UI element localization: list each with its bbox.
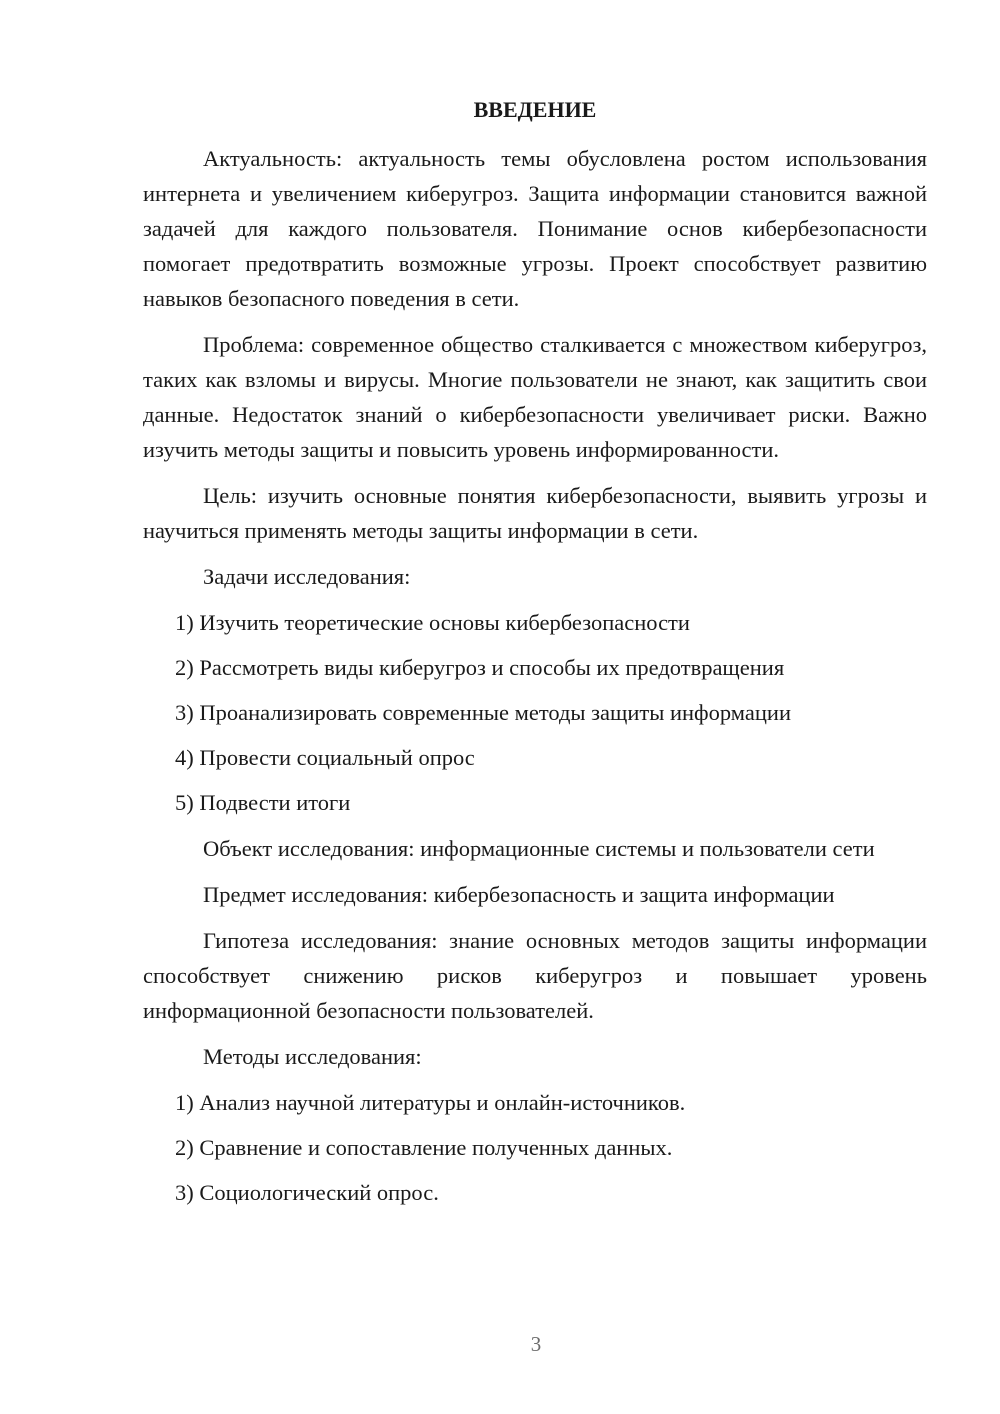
paragraph-subject: Предмет исследования: кибербезопасность и защита информации (203, 882, 835, 907)
list-item: 1) Анализ научной литературы и онлайн-источников. (175, 1090, 686, 1115)
list-item: 2) Сравнение и сопоставление полученных данных. (175, 1135, 673, 1160)
list-item: 5) Подвести итоги (175, 790, 351, 815)
page-title: ВВЕДЕНИЕ (473, 97, 597, 122)
list-item: 4) Провести социальный опрос (175, 745, 475, 770)
list-item: 1) Изучить теоретические основы кибербезопасности (175, 610, 690, 635)
page-number: 3 (530, 1332, 542, 1356)
list-item: 3) Социологический опрос. (175, 1180, 439, 1205)
paragraph-relevance: Актуальность: актуальность темы обусловлена ростом использования интернета и увеличением киберугроз. Защита информации становится важной задачей для каждого пользователя. Понимание основ кибербезопасности помогает предотвратить возможные угрозы. Проект способствует развитию навыков безопасного поведения в сети. (143, 146, 927, 311)
list-item: 3) Проанализировать современные методы защиты информации (175, 700, 791, 725)
methods-list (143, 1085, 927, 1210)
methods-heading: Методы исследования: (203, 1044, 422, 1069)
paragraph-object: Объект исследования: информационные системы и пользователи сети (203, 836, 875, 861)
tasks-heading: Задачи исследования: (203, 564, 411, 589)
paragraph-goal: Цель: изучить основные понятия кибербезопасности, выявить угрозы и научиться применять методы защиты информации в сети. (143, 483, 927, 543)
paragraph-hypothesis: Гипотеза исследования: знание основных методов защиты информации способствует снижению рисков киберугроз и повышает уровень информационной безопасности пользователей. (143, 928, 927, 1023)
paragraph-problem: Проблема: современное общество сталкивается с множеством киберугроз, таких как взломы и вирусы. Многие пользователи не знают, как защитить свои данные. Недостаток знаний о кибербезопасности увеличивает риски. Важно изучить методы защиты и повысить уровень информированности. (143, 332, 927, 462)
list-item: 2) Рассмотреть виды киберугроз и способы их предотвращения (175, 655, 785, 680)
tasks-list (143, 605, 927, 820)
document-body (143, 92, 927, 1221)
